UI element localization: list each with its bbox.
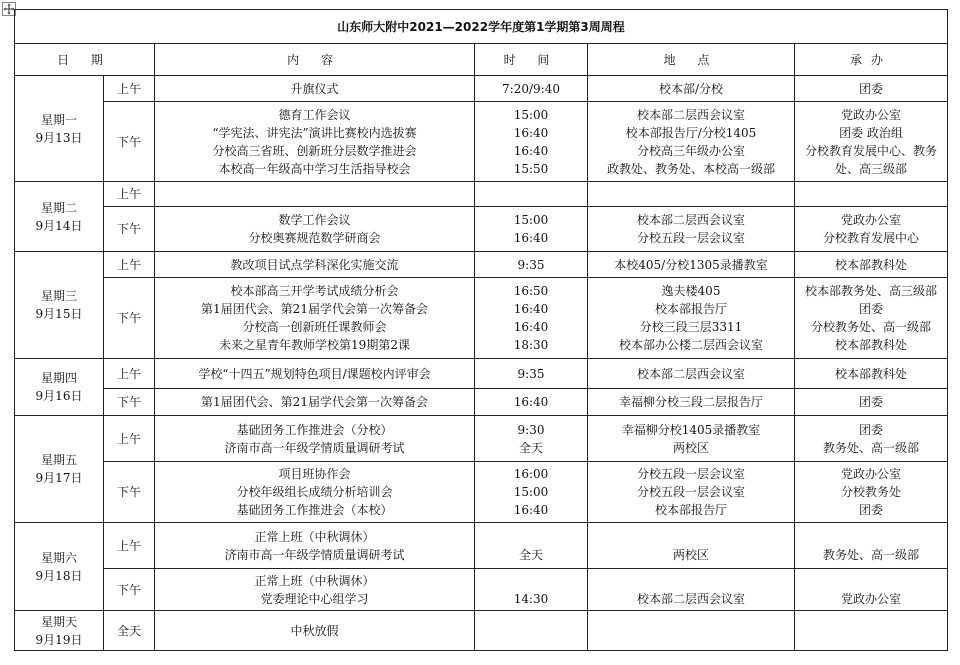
place-cell [588, 416, 795, 462]
day-cell [15, 252, 104, 359]
host-cell [795, 252, 948, 278]
host-cell [795, 416, 948, 462]
period-label: 上午 [104, 359, 155, 389]
event-host: 校本部教科处 [835, 338, 908, 352]
weekday-label: 星期六 [40, 550, 77, 565]
event-time: 15:00 [513, 485, 549, 499]
event-content: “学宪法、讲宪法”演讲比赛校内选拔赛 [212, 125, 417, 140]
host-cell [795, 182, 948, 207]
content-cell [155, 76, 475, 102]
event-host: 分校教育发展中心、教务 [805, 143, 938, 158]
event-place: 两校区 [672, 440, 709, 455]
content-cell [155, 462, 475, 523]
event-host [795, 622, 947, 640]
period-label: 下午 [104, 569, 155, 611]
day-cell [15, 182, 104, 252]
schedule-row [15, 182, 948, 207]
event-host: 党政办公室 [841, 591, 902, 606]
event-host: 教务处、高一级部 [823, 547, 920, 562]
event-place: 校本部/分校 [658, 81, 724, 96]
header-content: 内 容 [155, 44, 475, 76]
event-time: 16:40 [513, 125, 549, 140]
event-host: 团委 [859, 503, 884, 517]
event-content: 第1届团代会、第21届学代会第一次筹备会 [201, 395, 428, 409]
time-cell [475, 278, 588, 359]
event-time: 9:35 [517, 366, 545, 381]
event-place: 校本部二层西会议室 [636, 107, 745, 122]
date-label: 9月19日 [35, 632, 83, 647]
weekday-label: 星期四 [40, 371, 77, 385]
event-host [795, 528, 947, 546]
host-cell [795, 102, 948, 182]
place-cell [588, 207, 795, 252]
period-label: 下午 [104, 207, 155, 252]
date-label: 9月15日 [35, 307, 83, 321]
content-cell [155, 416, 475, 462]
schedule-row [15, 569, 948, 611]
event-place: 分校五段一层会议室 [636, 231, 745, 245]
content-cell [155, 207, 475, 252]
day-cell [15, 523, 104, 611]
event-time: 7:20/9:40 [502, 81, 560, 96]
event-content: 济南市高一年级学情质量调研考试 [224, 547, 405, 562]
period-label: 下午 [104, 278, 155, 359]
event-time: 16:50 [513, 284, 549, 298]
weekday-label: 星期二 [40, 200, 77, 215]
time-cell [475, 462, 588, 523]
event-content: 党委理论中心组学习 [260, 591, 369, 606]
event-time [475, 185, 587, 203]
time-cell [475, 611, 588, 651]
event-place: 校本部二层西会议室 [636, 213, 745, 227]
weekday-label: 星期五 [40, 453, 77, 467]
event-place: 逸夫楼405 [661, 284, 721, 298]
period-label: 全天 [104, 611, 155, 651]
event-content: 分校年级组长成绩分析培训会 [236, 485, 393, 499]
event-place [588, 185, 794, 203]
day-cell [15, 359, 104, 416]
header-host: 承办 [795, 44, 948, 76]
event-content: 第1届团代会、第21届学代会第一次筹备会 [201, 302, 428, 316]
event-place: 校本部办公楼二层西会议室 [618, 338, 763, 352]
place-cell [588, 389, 795, 416]
event-time: 全天 [518, 440, 543, 455]
event-place: 本校405/分校1305录播教室 [614, 257, 768, 272]
event-content: 校本部高三开学考试成绩分析会 [230, 284, 399, 298]
event-place [588, 528, 794, 546]
place-cell [588, 462, 795, 523]
event-time: 18:30 [513, 338, 549, 352]
event-time: 16:40 [513, 320, 549, 334]
event-time: 9:30 [517, 422, 545, 437]
weekday-label: 星期天 [40, 614, 77, 629]
header-row [15, 44, 948, 76]
place-cell [588, 252, 795, 278]
host-cell [795, 389, 948, 416]
place-cell [588, 523, 795, 569]
content-cell [155, 278, 475, 359]
place-cell [588, 76, 795, 102]
event-content: 升旗仪式 [290, 81, 339, 96]
event-host: 分校教育发展中心 [823, 231, 920, 245]
event-place: 幸福柳分校三段二层报告厅 [618, 395, 763, 409]
schedule-row [15, 278, 948, 359]
content-cell [155, 523, 475, 569]
host-cell [795, 569, 948, 611]
event-content: 分校高三省班、创新班分层数学推进会 [212, 143, 417, 158]
event-time [475, 528, 587, 546]
schedule-row [15, 389, 948, 416]
event-place: 校本部报告厅 [654, 302, 727, 316]
event-time [475, 572, 587, 590]
event-place: 分校五段一层会议室 [636, 485, 745, 499]
event-place: 分校三段三层3311 [639, 320, 743, 334]
place-cell [588, 182, 795, 207]
event-host: 校本部教科处 [835, 257, 908, 272]
event-content: 项目班协作会 [278, 467, 351, 481]
event-place: 校本部二层西会议室 [636, 366, 745, 381]
event-host: 处、高三级部 [835, 161, 908, 176]
schedule-row [15, 462, 948, 523]
schedule-row [15, 102, 948, 182]
time-cell [475, 182, 588, 207]
schedule-row [15, 252, 948, 278]
time-cell [475, 569, 588, 611]
host-cell [795, 207, 948, 252]
event-content: 德育工作会议 [278, 107, 351, 122]
content-cell [155, 359, 475, 389]
schedule-row [15, 207, 948, 252]
event-time: 15:00 [513, 107, 549, 122]
event-place [588, 622, 794, 640]
time-cell [475, 416, 588, 462]
time-cell [475, 102, 588, 182]
event-place: 分校五段一层会议室 [636, 467, 745, 481]
event-content [155, 185, 474, 203]
event-time: 15:50 [513, 161, 549, 176]
event-content: 基础团务工作推进会（本校） [236, 503, 393, 517]
host-cell [795, 611, 948, 651]
host-cell [795, 278, 948, 359]
event-place: 校本部报告厅/分校1405 [625, 125, 757, 140]
event-host: 团委 [859, 395, 884, 409]
time-cell [475, 207, 588, 252]
content-cell [155, 102, 475, 182]
time-cell [475, 359, 588, 389]
content-cell [155, 611, 475, 651]
period-label: 上午 [104, 252, 155, 278]
event-host: 党政办公室 [841, 467, 902, 481]
event-host: 团委 政治组 [839, 125, 903, 140]
weekday-label: 星期三 [40, 289, 77, 303]
content-cell [155, 389, 475, 416]
event-time: 16:00 [513, 467, 549, 481]
event-time [475, 622, 587, 640]
event-place: 政教处、教务处、本校高一级部 [606, 161, 775, 176]
time-cell [475, 76, 588, 102]
event-content: 学校“十四五”规划特色项目/课题校内评审会 [198, 366, 431, 381]
event-content: 本校高一年级高中学习生活指导校会 [218, 161, 411, 176]
event-content: 基础团务工作推进会（分校） [236, 422, 393, 437]
event-time: 15:00 [513, 213, 549, 227]
event-host: 团委 [859, 302, 884, 316]
content-cell [155, 182, 475, 207]
host-cell [795, 462, 948, 523]
place-cell [588, 359, 795, 389]
event-host: 校本部教务处、高三级部 [805, 284, 938, 298]
event-host: 党政办公室 [841, 107, 902, 122]
event-time: 14:30 [513, 591, 549, 606]
day-cell [15, 76, 104, 182]
event-place: 幸福柳分校1405录播教室 [621, 422, 761, 437]
event-content: 分校高一创新班任课教师会 [242, 320, 387, 334]
event-content: 分校奥赛规范数学研商会 [248, 231, 381, 245]
date-label: 9月18日 [35, 568, 83, 583]
period-label: 下午 [104, 389, 155, 416]
event-time: 16:40 [513, 143, 549, 158]
event-host: 党政办公室 [841, 213, 902, 227]
content-cell [155, 252, 475, 278]
host-cell [795, 359, 948, 389]
event-host [795, 572, 947, 590]
event-host: 团委 [859, 81, 884, 96]
event-time: 16:40 [513, 503, 549, 517]
event-content: 正常上班（中秋调休） [254, 529, 375, 544]
time-cell [475, 523, 588, 569]
day-cell [15, 611, 104, 651]
event-content: 中秋放假 [290, 623, 339, 638]
schedule-row [15, 523, 948, 569]
event-host: 分校教务处 [841, 485, 902, 499]
time-cell [475, 252, 588, 278]
time-cell [475, 389, 588, 416]
event-content: 教改项目试点学科深化实施交流 [230, 257, 399, 272]
schedule-row [15, 359, 948, 389]
period-label: 上午 [104, 182, 155, 207]
event-content: 济南市高一年级学情质量调研考试 [224, 440, 405, 455]
event-host: 教务处、高一级部 [823, 440, 920, 455]
event-place [588, 572, 794, 590]
place-cell [588, 102, 795, 182]
schedule-row [15, 416, 948, 462]
date-label: 9月14日 [35, 218, 83, 233]
header-date: 日 期 [15, 44, 155, 76]
schedule-row [15, 76, 948, 102]
place-cell [588, 278, 795, 359]
event-time: 16:40 [513, 395, 549, 409]
event-content: 数学工作会议 [278, 213, 351, 227]
host-cell [795, 523, 948, 569]
event-place: 校本部报告厅 [654, 503, 727, 517]
weekly-schedule-table [14, 9, 948, 651]
event-time: 全天 [518, 547, 543, 562]
schedule-row [15, 611, 948, 651]
day-cell [15, 416, 104, 523]
event-time: 16:40 [513, 302, 549, 316]
place-cell [588, 611, 795, 651]
host-cell [795, 76, 948, 102]
header-place: 地 点 [588, 44, 795, 76]
event-place: 分校高三年级办公室 [636, 143, 745, 158]
date-label: 9月13日 [35, 130, 83, 145]
period-label: 下午 [104, 102, 155, 182]
event-host: 团委 [859, 422, 884, 437]
event-host [795, 185, 947, 203]
period-label: 上午 [104, 416, 155, 462]
header-time: 时 间 [475, 44, 588, 76]
content-cell [155, 569, 475, 611]
event-content: 正常上班（中秋调休） [254, 573, 375, 588]
event-place: 两校区 [672, 547, 709, 562]
place-cell [588, 569, 795, 611]
date-label: 9月16日 [35, 389, 83, 403]
period-label: 上午 [104, 523, 155, 569]
weekday-label: 星期一 [40, 112, 77, 127]
event-content: 未来之星青年教师学校第19期第2课 [219, 338, 410, 352]
event-place: 校本部二层西会议室 [636, 591, 745, 606]
event-host: 校本部教科处 [835, 366, 908, 381]
event-host: 分校教务处、高一级部 [811, 320, 932, 334]
period-label: 下午 [104, 462, 155, 523]
event-time: 9:35 [517, 257, 545, 272]
schedule-title: 山东师大附中2021—2022学年度第1学期第3周周程 [15, 10, 948, 44]
period-label: 上午 [104, 76, 155, 102]
date-label: 9月17日 [35, 471, 83, 485]
title-row [15, 10, 948, 44]
event-time: 16:40 [513, 231, 549, 245]
